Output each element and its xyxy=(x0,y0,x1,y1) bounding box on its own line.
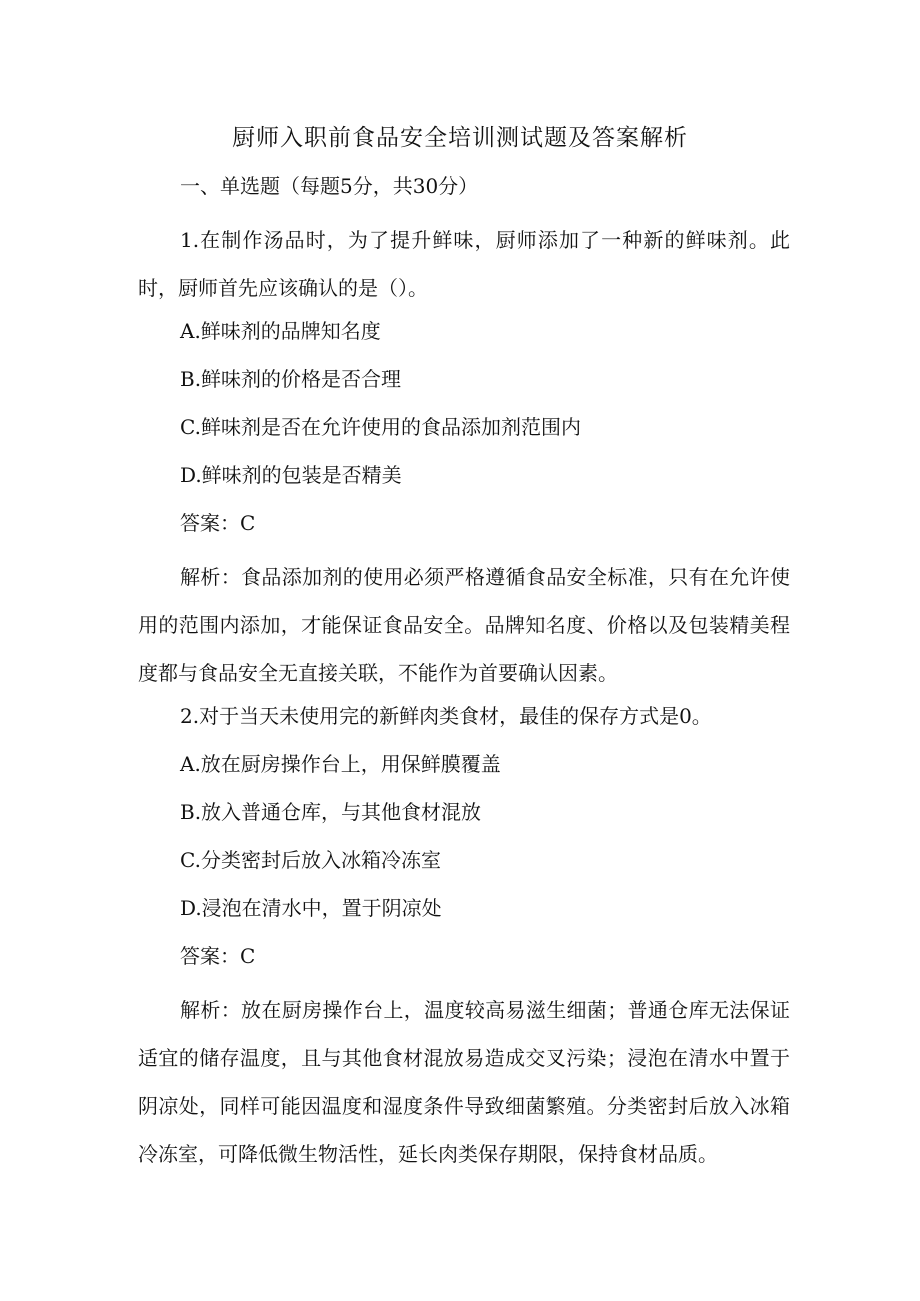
question-2-answer: 答案：C xyxy=(180,944,256,968)
question-2-stem: 2.对于当天未使用完的新鲜肉类食材，最佳的保存方式是0。 xyxy=(180,704,712,728)
question-1-answer: 答案：C xyxy=(180,511,256,535)
section-heading: 一、单选题（每题5分，共30分） xyxy=(180,174,479,198)
question-1-stem: 1.在制作汤品时，为了提升鲜味，厨师添加了一种新的鲜味剂。此时，厨师首先应该确认的是（）。 xyxy=(138,228,790,300)
question-2-option-d: D.浸泡在清水中，置于阴凉处 xyxy=(180,896,442,920)
question-1-option-b: B.鲜味剂的价格是否合理 xyxy=(180,367,402,391)
question-2-option-a: A.放在厨房操作台上，用保鲜膜覆盖 xyxy=(180,752,501,776)
page-title: 厨师入职前食品安全培训测试题及答案解析 xyxy=(232,125,688,151)
question-1-option-c: C.鲜味剂是否在允许使用的食品添加剂范围内 xyxy=(180,415,581,439)
question-2-option-c: C.分类密封后放入冰箱冷冻室 xyxy=(180,848,441,872)
question-1-option-d: D.鲜味剂的包装是否精美 xyxy=(180,463,402,487)
question-2-option-b: B.放入普通仓库，与其他食材混放 xyxy=(180,800,482,824)
question-1-option-a: A.鲜味剂的品牌知名度 xyxy=(180,319,381,343)
question-1-analysis: 解析：食品添加剂的使用必须严格遵循食品安全标准，只有在允许使用的范围内添加，才能保证食品安全。品牌知名度、价格以及包装精美程度都与食品安全无直接关联，不能作为首要确认因素。 xyxy=(138,565,790,685)
question-2-analysis: 解析：放在厨房操作台上，温度较高易滋生细菌；普通仓库无法保证适宜的储存温度，且与其他食材混放易造成交叉污染；浸泡在清水中置于阴凉处，同样可能因温度和湿度条件导致细菌繁殖。分类密封后放入冰箱冷冻室，可降低微生物活性，延长肉类保存期限，保持食材品质。 xyxy=(138,998,790,1166)
